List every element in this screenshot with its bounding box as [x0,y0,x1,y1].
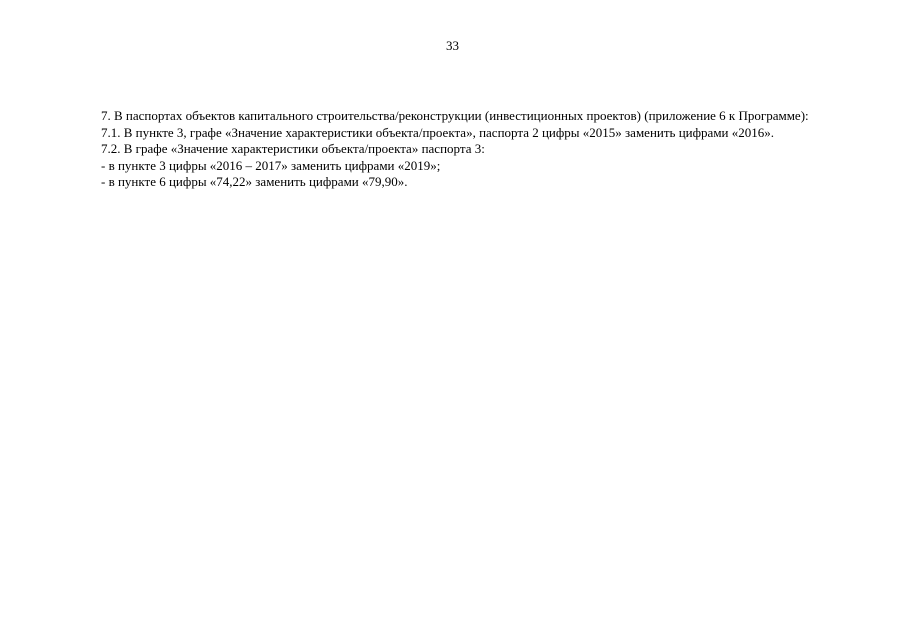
page-number: 33 [446,38,459,53]
paragraph-item-7: 7. В паспортах объектов капитального строительства/реконструкции (инвестиционных проектов) (приложение 6 к Программе): [101,108,809,123]
paragraph-item-7-2: 7.2. В графе «Значение характеристики объекта/проекта» паспорта 3: [101,141,485,156]
paragraph-item-7-1: 7.1. В пункте 3, графе «Значение характеристики объекта/проекта», паспорта 2 цифры «2015» заменить цифрами «2016». [101,124,775,140]
paragraph-subitem-point-3: - в пункте 3 цифры «2016 – 2017» заменить цифрами «2019»; [101,157,441,173]
document-body [61,108,844,191]
paragraph-subitem-point-6: - в пункте 6 цифры «74,22» заменить цифрами «79,90». [101,174,408,189]
